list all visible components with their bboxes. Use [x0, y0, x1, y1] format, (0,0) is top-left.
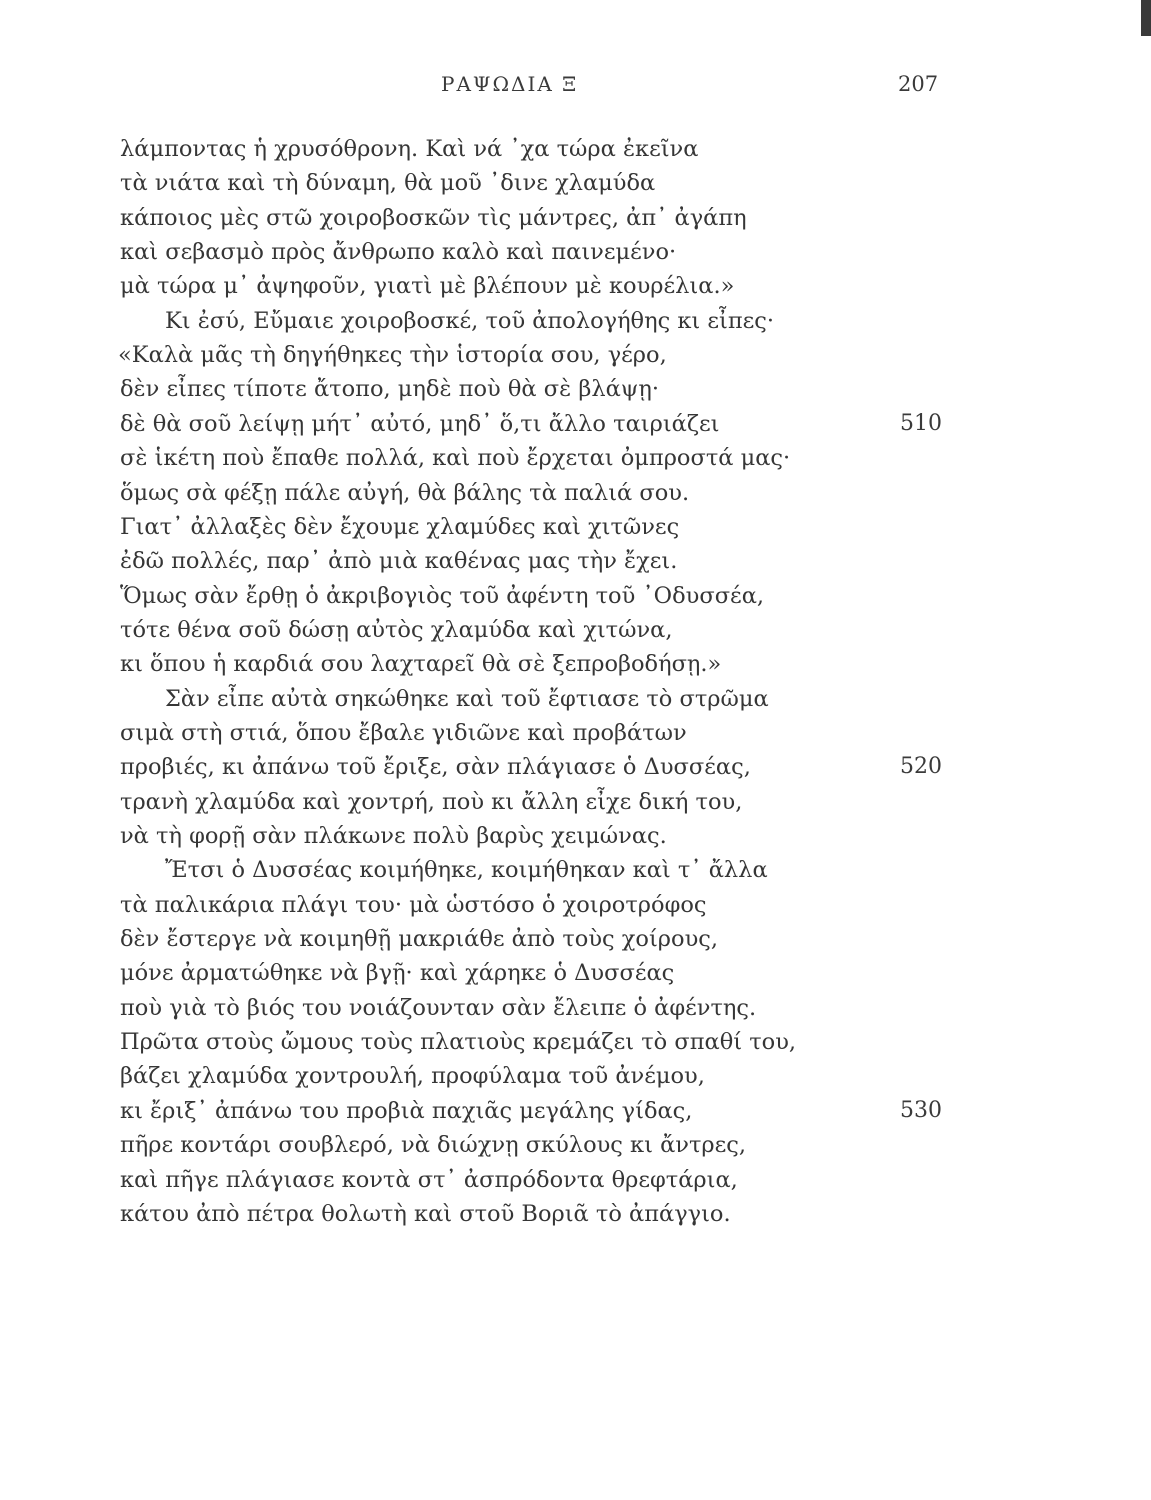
poem-line: [0, 890, 1000, 920]
poem-line: [0, 546, 1000, 576]
poem-line-text: προβιές, κι ἀπάνω τοῦ ἔριξε, σὰν πλάγιασε ὁ Δυσσέας,: [120, 754, 751, 781]
poem-line-text: δὲν ἔστεργε νὰ κοιμηθῇ μακριάθε ἀπὸ τοὺς χοίρους,: [120, 926, 718, 953]
line-number: 530: [900, 1097, 942, 1123]
poem-line-text: Γιατ᾽ ἀλλαξὲς δὲν ἔχουμε χλαμύδες καὶ χιτῶνες: [120, 513, 680, 540]
poem-line: [0, 1130, 1000, 1160]
poem-line: [0, 993, 1000, 1023]
poem-line: [0, 924, 1000, 954]
poem-line: [0, 340, 1000, 370]
poem-line: [0, 1061, 1000, 1091]
poem-line-text: κι ἔριξ᾽ ἀπάνω του προβιὰ παχιᾶς μεγάλης γίδας,: [120, 1097, 693, 1124]
poem-line-text: Ἔτσι ὁ Δυσσέας κοιμήθηκε, κοιμήθηκαν καὶ τ᾽ ἄλλα: [165, 857, 768, 884]
poem-line: [0, 1027, 1000, 1057]
line-number: 520: [900, 754, 942, 780]
poem-line: [0, 958, 1000, 988]
poem-line: [0, 271, 1000, 301]
poem-line: [0, 306, 1000, 336]
poem-line: [0, 649, 1000, 679]
poem-line-text: τότε θένα σοῦ δώσῃ αὐτὸς χλαμύδα καὶ χιτώνα,: [120, 616, 673, 643]
page-edge-mark: [1141, 0, 1151, 36]
poem-line: [0, 203, 1000, 233]
poem-line: [0, 134, 1000, 164]
poem-line-text: λάμποντας ἡ χρυσόθρονη. Καὶ νά ᾽χα τώρα ἐκεῖνα: [120, 136, 699, 162]
poem-line-text: πῆρε κοντάρι σουβλερό, νὰ διώχνῃ σκύλους κι ἄντρες,: [120, 1132, 747, 1159]
page-number: 207: [898, 72, 939, 96]
poem-line-text: κι ὅπου ἡ καρδιά σου λαχταρεῖ θὰ σὲ ξεπροβοδήσῃ.»: [120, 651, 722, 678]
poem-line: [0, 478, 1000, 508]
poem-line-text: καὶ σεβασμὸ πρὸς ἄνθρωπο καλὸ καὶ παινεμένο·: [120, 239, 677, 266]
poem-line: [0, 443, 1000, 473]
poem-line: [0, 409, 1000, 439]
poem-line-text: ποὺ γιὰ τὸ βιός του νοιάζουνταν σὰν ἔλειπε ὁ ἀφέντης.: [120, 994, 757, 1021]
poem-line-text: δὲ θὰ σοῦ λείψῃ μήτ᾽ αὐτό, μηδ᾽ ὅ,τι ἄλλο ταιριάζει: [120, 410, 720, 437]
poem-line-text: Ὅμως σὰν ἔρθῃ ὁ ἀκριβογιὸς τοῦ ἀφέντη τοῦ ᾽Οδυσσέα,: [120, 582, 765, 609]
running-head: ΡΑΨΩΔΙΑ Ξ: [441, 72, 579, 96]
poem-line-text: σιμὰ στὴ στιά, ὅπου ἔβαλε γιδιῶνε καὶ προβάτων: [120, 719, 687, 746]
poem-line: [0, 581, 1000, 611]
poem-line-text: δὲν εἶπες τίποτε ἄτοπο, μηδὲ ποὺ θὰ σὲ βλάψῃ·: [120, 376, 660, 403]
poem-line-text: Σὰν εἶπε αὐτὰ σηκώθηκε καὶ τοῦ ἔφτιασε τὸ στρῶμα: [165, 685, 769, 712]
poem-line-text: ἐδῶ πολλές, παρ᾽ ἀπὸ μιὰ καθένας μας τὴν ἔχει.: [120, 548, 678, 575]
poem-line-text: βάζει χλαμύδα χοντρουλή, προφύλαμα τοῦ ἀνέμου,: [120, 1063, 705, 1090]
poem-line: [0, 821, 1000, 851]
poem-line-text: καὶ πῆγε πλάγιασε κοντὰ στ᾽ ἀσπρόδοντα θρεφτάρια,: [120, 1166, 738, 1193]
poem-line: [0, 718, 1000, 748]
poem-line-text: μὰ τώρα μ᾽ ἀψηφοῦν, γιατὶ μὲ βλέπουν μὲ κουρέλια.»: [120, 273, 735, 300]
poem-line-text: κάτου ἀπὸ πέτρα θολωτὴ καὶ στοῦ Βοριᾶ τὸ ἀπάγγιο.: [120, 1200, 731, 1227]
poem-line-text: κάποιος μὲς στῶ χοιροβοσκῶν τὶς μάντρες, ἀπ᾽ ἀγάπη: [120, 204, 747, 231]
poem-line-text: «Καλὰ μᾶς τὴ δηγήθηκες τὴν ἱστορία σου, γέρο,: [118, 342, 667, 369]
poem-line-text: Πρῶτα στοὺς ὤμους τοὺς πλατιοὺς κρεμάζει τὸ σπαθί του,: [120, 1029, 797, 1056]
poem-line: [0, 374, 1000, 404]
poem-line: [0, 855, 1000, 885]
poem-line: [0, 512, 1000, 542]
poem-line: [0, 684, 1000, 714]
poem-line: [0, 1096, 1000, 1126]
poem-line-text: Κι ἐσύ, Εὔμαιε χοιροβοσκέ, τοῦ ἀπολογήθης κι εἶπες·: [165, 307, 775, 334]
poem-line-text: μόνε ἀρματώθηκε νὰ βγῇ· καὶ χάρηκε ὁ Δυσσέας: [120, 960, 675, 987]
poem-line-text: νὰ τὴ φορῇ σὰν πλάκωνε πολὺ βαρὺς χειμώνας.: [120, 823, 667, 849]
poem-line: [0, 787, 1000, 817]
poem-line: [0, 237, 1000, 267]
poem-line-text: τρανὴ χλαμύδα καὶ χοντρή, ποὺ κι ἄλλη εἶχε δική του,: [120, 788, 743, 815]
poem-line: [0, 615, 1000, 645]
poem-line: [0, 168, 1000, 198]
poem-line: [0, 752, 1000, 782]
poem-line-text: σὲ ἱκέτη ποὺ ἔπαθε πολλά, καὶ ποὺ ἔρχεται ὀμπροστά μας·: [120, 445, 791, 472]
poem-line-text: τὰ παλικάρια πλάγι του· μὰ ὡστόσο ὁ χοιροτρόφος: [120, 891, 707, 918]
poem-line-text: ὅμως σὰ φέξῃ πάλε αὐγή, θὰ βάλης τὰ παλιά σου.: [120, 479, 690, 506]
poem-line: [0, 1165, 1000, 1195]
line-number: 510: [900, 410, 942, 436]
poem-line-text: τὰ νιάτα καὶ τὴ δύναμη, θὰ μοῦ ᾽δινε χλαμύδα: [120, 170, 656, 197]
poem-line: [0, 1199, 1000, 1229]
